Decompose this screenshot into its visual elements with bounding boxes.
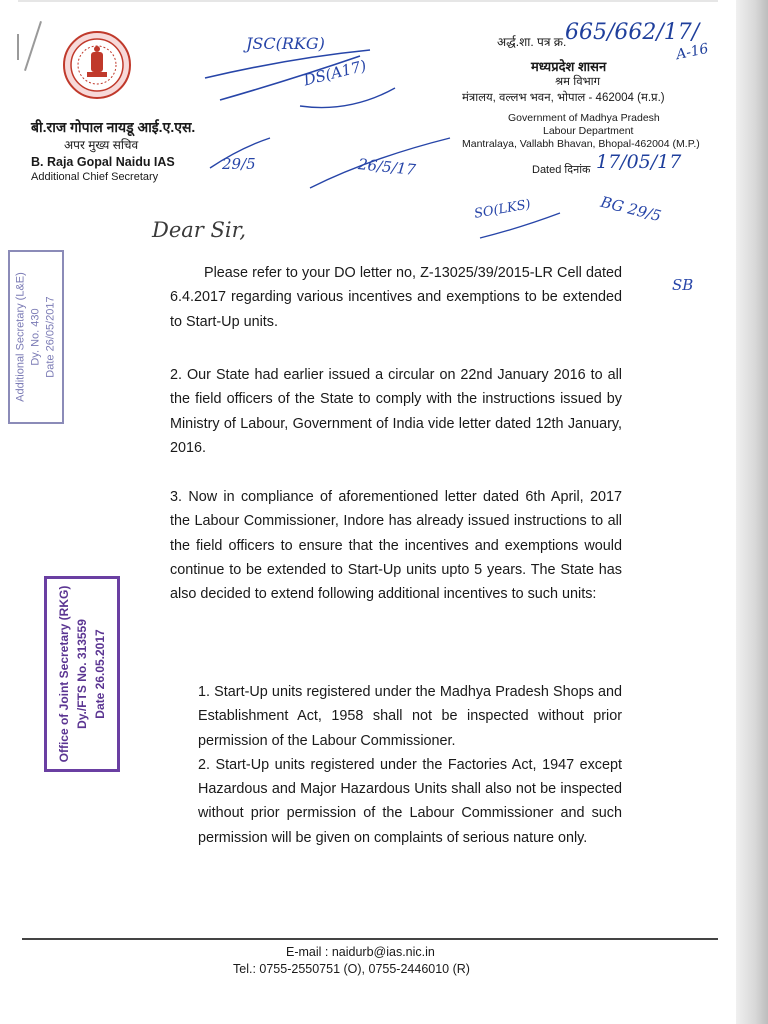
stamp-a-number: Dy. No. 430: [29, 308, 42, 366]
list-item: 2. Start-Up units registered under the Factories Act, 1947 except Hazardous and Major Hazardous Units shall also not be inspected without prior permission of the Labour Commissioner and such permission will be given on complaints of serious nature only.: [198, 756, 622, 846]
annotation-sb: SB: [672, 276, 694, 294]
sender-name-hindi: बी.राज गोपाल नायडू आई.ए.एस.: [31, 119, 196, 135]
dated-label: Dated दिनांक: [532, 164, 591, 176]
sender-name-english: B. Raja Gopal Naidu IAS: [31, 155, 175, 169]
paragraph-2: 2. Our State had earlier issued a circular on 22nd January 2016 to all the field officers of the State to comply with the instructions issued by Ministry of Labour, Government of India vide letter dated 12th January, 2016.: [170, 367, 622, 456]
stamp-joint-secretary: [44, 576, 120, 772]
annotation-so: SO(LKS): [473, 197, 532, 222]
annotation-jsc: JSC(RKG): [246, 34, 325, 53]
footer-email: E-mail : naidurb@ias.nic.in: [286, 945, 435, 959]
address-english: Mantralaya, Vallabh Bhavan, Bhopal-462004 (M.P.): [462, 138, 700, 150]
annotation-date-2: 26/5/17: [357, 155, 417, 179]
stamp-a-title: Additional Secretary (L&E): [14, 272, 27, 402]
address-hindi: मंत्रालय, वल्लभ भवन, भोपाल - 462004 (म.प्र.): [462, 92, 665, 104]
ref-number: 665/662/17/: [565, 20, 700, 45]
scan-mark: [17, 34, 19, 60]
salutation: Dear Sir,: [152, 218, 247, 242]
sender-role-hindi: अपर मुख्य सचिव: [64, 138, 139, 152]
stamp-additional-secretary: [8, 250, 64, 424]
stamp-a-date: Date 26/05/2017: [44, 296, 57, 378]
department-hindi: श्रम विभाग: [555, 76, 601, 88]
government-english: Government of Madhya Pradesh: [508, 112, 660, 124]
dated-value: 17/05/17: [596, 151, 682, 173]
ref-suffix: A-16: [674, 40, 710, 64]
incentives-list: [198, 680, 622, 850]
scan-edge-top: [18, 0, 718, 2]
list-item: 1. Start-Up units registered under the Madhya Pradesh Shops and Establishment Act, 1958 shall not be inspected without prior permission of the Labour Commissioner.: [198, 684, 622, 749]
paragraph-1: Please refer to your DO letter no, Z-13025/39/2015-LR Cell dated 6.4.2017 regarding various incentives and exemptions to be extended to Start-Up units.: [170, 265, 622, 330]
annotation-bg: BG 29/5: [598, 192, 664, 226]
annotation-ds: DS(A17): [301, 56, 369, 90]
sender-role-english: Additional Chief Secretary: [31, 171, 159, 183]
government-hindi: मध्यप्रदेश शासन: [531, 59, 607, 74]
stamp-b-title: Office of Joint Secretary (RKG): [57, 585, 71, 763]
ref-label: अर्द्ध.शा. पत्र क्र.: [497, 35, 567, 49]
stamp-b-number: Dy./FTS No. 313559: [75, 619, 89, 729]
scan-edge-right: [736, 0, 768, 1024]
stamp-b-date: Date 26.05.2017: [93, 629, 107, 719]
state-emblem-icon: [62, 30, 132, 100]
paragraph-3: 3. Now in compliance of aforementioned letter dated 6th April, 2017 the Labour Commissioner, Indore has already issued instructions to all the field officers to ensure that the incentives and exemptions would continue to be extended to Start-Up units upto 5 years. The State has also decided to extend following additional incentives to such units:: [170, 489, 622, 603]
department-english: Labour Department: [543, 125, 634, 137]
footer-telephone: Tel.: 0755-2550751 (O), 0755-2446010 (R): [233, 962, 470, 976]
footer-divider: [22, 938, 718, 940]
scan-mark: [24, 21, 42, 71]
annotation-date-1: 29/5: [222, 155, 256, 173]
